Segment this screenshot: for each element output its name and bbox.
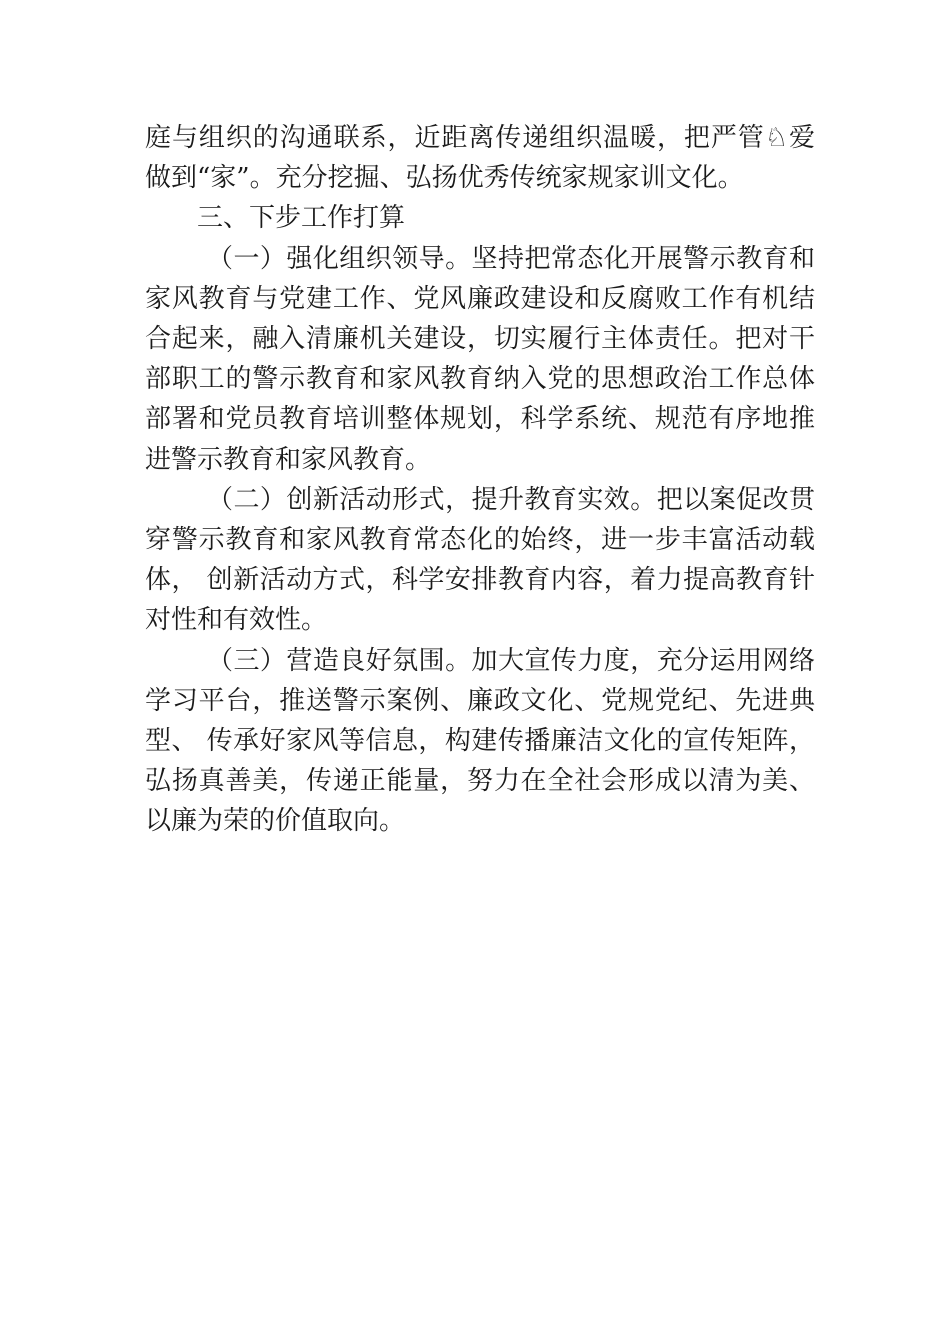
paragraph-continuation: 庭与组织的沟通联系，近距离传递组织温暖，把严管♘爱做到“家”。充分挖掘、弘扬优秀传统家规家训文化。 bbox=[145, 123, 815, 194]
paragraph-item-1: （一）强化组织领导。坚持把常态化开展警示教育和家风教育与党建工作、党风廉政建设和反腐败工作有机结合起来，融入清廉机关建设，切实履行主体责任。把对干部职工的警示教育和家风教育纳入党的思想政治工作总体部署和党员教育培训整体规划，科学系统、规范有序地推进警示教育和家风教育。 bbox=[145, 243, 815, 475]
paragraph-item-2: （二）创新活动形式，提升教育实效。把以案促改贯穿警示教育和家风教育常态化的始终，进一步丰富活动载体， 创新活动方式，科学安排教育内容，着力提高教育针对性和有效性。 bbox=[145, 484, 815, 636]
paragraph-item-3: （三）营造良好氛围。加大宣传力度，充分运用网络学习平台，推送警示案例、廉政文化、党规党纪、先进典型、 传承好家风等信息，构建传播廉洁文化的宣传矩阵，弘扬真善美，传递正能量，努力在全社会形成以清为美、以廉为荣的价值取向。 bbox=[145, 645, 815, 837]
section-heading: 三、下步工作打算 bbox=[197, 203, 406, 234]
document-body bbox=[145, 118, 815, 842]
